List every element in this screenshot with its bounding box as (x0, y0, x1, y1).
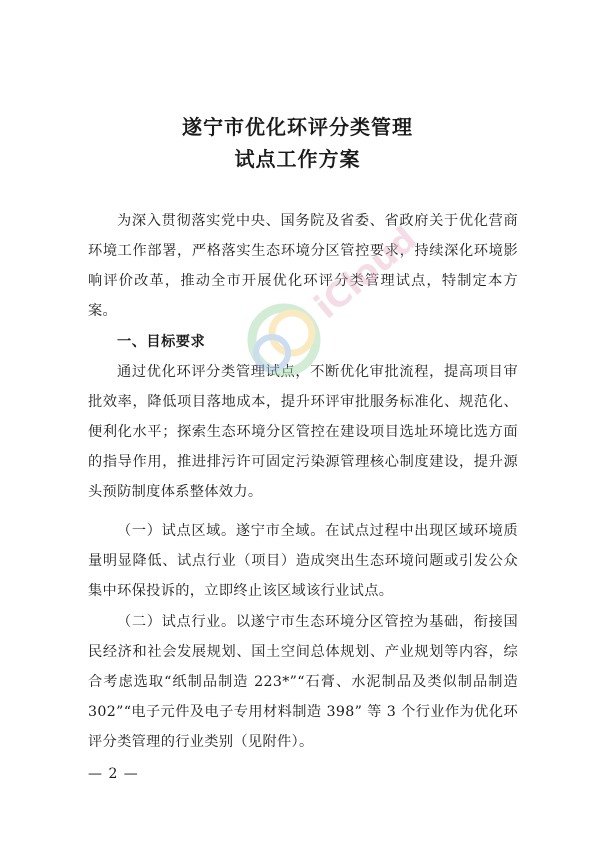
section1-heading: 一、目标要求 (117, 334, 206, 350)
page-number: — 2 — (88, 766, 139, 782)
item2-paragraph: （二）试点行业。以遂宁市生态环境分区管控为基础，衔接国民经济和社会发展规划、国土空间总体规划、产业规划等内容，综合考虑选取“纸制品制造 223*”“石膏、水泥制品及类似制品制造 302”“电子元件及电子专用材料制造 398” 等 3 个行业作为优化环评分类管理的行业类别（见附件）。 (88, 614, 518, 750)
section1-body: 通过优化环评分类管理试点，不断优化审批流程，提高项目审批效率，降低项目落地成本，提升环评审批服务标准化、规范化、便利化水平；探索生态环境分区管控在建设项目选址环境比选方面的指导作用，推进排污许可固定污染源管理核心制度建设，提升源头预防制度体系整体效力。 (88, 364, 518, 500)
document-title-line1: 遂宁市优化环评分类管理 (182, 115, 413, 139)
document-title-line2: 试点工作方案 (234, 147, 361, 171)
item1-paragraph: （一）试点区域。遂宁市全域。在试点过程中出现区域环境质量明显降低、试点行业（项目）造成突出生态环境问题或引发公众集中环保投诉的，立即终止该区域该行业试点。 (88, 523, 518, 599)
watermark-text: iCloud (307, 219, 425, 327)
intro-paragraph: 为深入贯彻落实党中央、国务院及省委、省政府关于优化营商环境工作部署，严格落实生态环境分区管控要求，持续深化环境影响评价改革，推动全市开展优化环评分类管理试点，特制定本方案。 (88, 213, 518, 319)
